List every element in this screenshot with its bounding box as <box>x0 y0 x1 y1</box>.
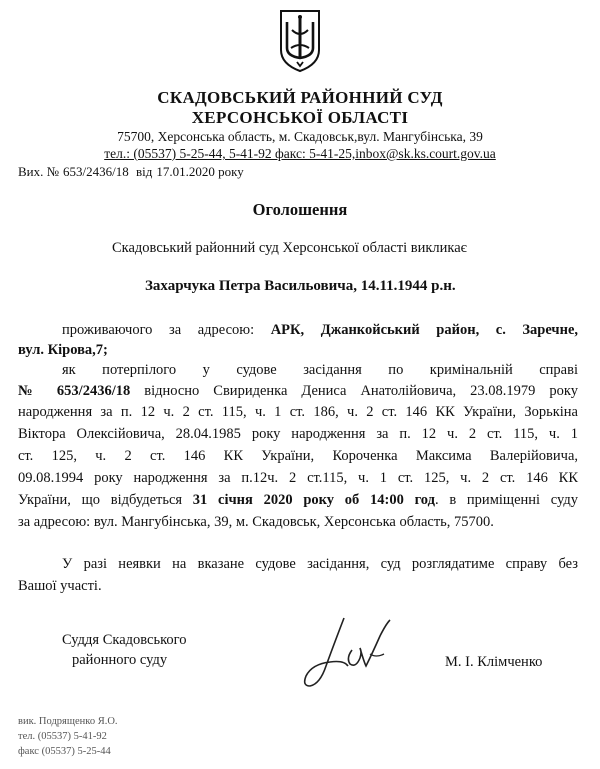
footer-executor: вик. Подрященко Я.О. <box>18 716 118 727</box>
trident-coat-of-arms-icon <box>278 8 322 74</box>
intro-text: Скадовський районний суд Херсонської області викликає <box>112 240 467 256</box>
paragraph2-line5: ст. 125, ч. 2 ст. 146 КК України, Короченка Максима Валерійовича, <box>18 448 578 464</box>
paragraph2-line4: Віктора Олексійовича, 28.04.1985 року народження за п. 12 ч. 2 ст. 115, ч. 1 <box>18 426 578 442</box>
reference-number: 653/2436/18 <box>63 164 129 179</box>
address-bold: АРК, Джанкойський район, с. Заречне, <box>270 322 579 338</box>
handwritten-signature <box>300 614 396 694</box>
paragraph2-line6: 09.08.1994 року народження за п.12ч. 2 ст.115, ч. 1 ст. 125, ч. 2 ст. 146 КК <box>18 470 578 486</box>
footer-phone: тел. (05537) 5-41-92 <box>18 731 107 742</box>
judge-position-line1: Суддя Скадовського <box>62 632 187 648</box>
paragraph2-line2: № 653/2436/18 відносно Свириденка Дениса Анатолійовича, 23.08.1979 року <box>18 383 578 399</box>
footer-fax: факс (05537) 5-25-44 <box>18 746 111 757</box>
judge-name: М. І. Клімченко <box>445 654 543 670</box>
hearing-datetime: 31 січня 2020 року об 14:00 год <box>192 492 435 508</box>
paragraph2-line8: за адресою: вул. Мангубінська, 39, м. Скадовськ, Херсонська область, 75700. <box>18 514 494 530</box>
reference-date-prefix: від <box>136 164 153 179</box>
court-contacts: тел.: (05537) 5-25-44, 5-41-92 факс: 5-41-25,inbox@sk.ks.court.gov.ua <box>104 146 496 161</box>
court-name-line2: ХЕРСОНСЬКОЇ ОБЛАСТІ <box>191 108 409 127</box>
reference-prefix: Вих. № <box>18 164 60 179</box>
court-name-line1: СКАДОВСЬКИЙ РАЙОННИЙ СУД <box>157 88 443 107</box>
outgoing-reference <box>18 164 248 180</box>
reference-date: 17.01.2020 року <box>156 164 244 179</box>
judge-position-line2: районного суду <box>72 652 168 668</box>
paragraph2-line7: України, що відбудеться 31 січня 2020 року об 14:00 год. в приміщенні суду <box>18 492 578 508</box>
paragraph3-line1: У разі неявки на вказане судове засідання, суд розглядатиме справу без <box>62 556 578 572</box>
case-number: № 653/2436/18 <box>18 383 131 399</box>
court-address: 75700, Херсонська область, м. Скадовськ,вул. Мангубінська, 39 <box>117 129 483 144</box>
address-line1 <box>62 322 578 339</box>
paragraph2-line1: як потерпілого у судове засідання по кримінальній справі <box>62 362 578 378</box>
address-line2: вул. Кірова,7; <box>18 342 108 358</box>
paragraph3-line2: Вашої участі. <box>18 578 102 594</box>
summoned-person: Захарчука Петра Васильовича, 14.11.1944 р.н. <box>145 278 456 294</box>
address-lead: проживаючого за адресою: <box>62 322 255 338</box>
paragraph2-line3: народження за п. 12 ч. 2 ст. 115, ч. 1 ст. 186, ч. 2 ст. 146 КК України, Зорькіна <box>18 404 578 420</box>
document-title: Оголошення <box>252 200 348 219</box>
